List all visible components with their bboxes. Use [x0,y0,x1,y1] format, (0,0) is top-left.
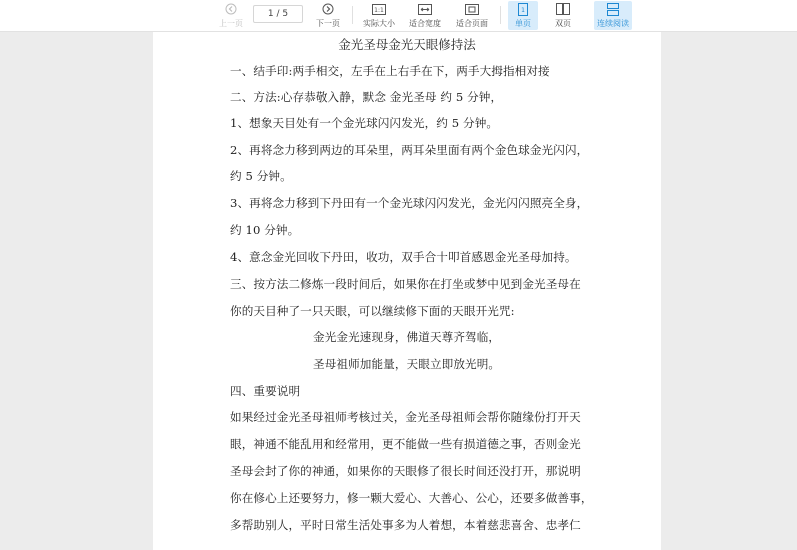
text-line: 一、结手印:两手相交，左手在上右手在下，两手大拇指相对接 [230,64,550,78]
svg-text:1:1: 1:1 [374,6,384,14]
actual-size-label: 实际大小 [363,19,395,28]
next-page-button[interactable] [314,1,342,30]
document-page [153,32,661,550]
text-line: 如果经过金光圣母祖师考核过关，金光圣母祖师会帮你随缘份打开天 [230,410,581,424]
continuous-reading-icon [607,2,619,16]
text-line: 1、想象天目处有一个金光球闪闪发光，约 5 分钟。 [230,116,499,130]
actual-size-button[interactable] [361,1,397,30]
fit-page-button[interactable] [453,1,491,30]
fit-width-label: 适合宽度 [409,19,441,28]
text-line: 三、按方法二修炼一段时间后，如果你在打坐或梦中见到金光圣母在 [230,277,581,291]
continuous-reading-label: 连续阅读 [597,19,629,28]
text-line: 2、再将念力移到两边的耳朵里，两耳朵里面有两个金色球金光闪闪， [230,143,589,157]
text-line: 4、意念金光回收下丹田，收功，双手合十叩首感恩金光圣母加持。 [230,250,577,264]
toolbar-divider [500,6,501,24]
text-line: 约 10 分钟。 [230,223,300,237]
continuous-reading-button[interactable] [594,1,632,30]
actual-size-icon [372,2,386,16]
section-heading: 四、重要说明 [230,384,301,398]
single-page-label: 单页 [515,19,531,28]
double-page-button[interactable] [549,1,577,30]
mantra-line: 圣母祖师加能量，天眼立即放光明。 [313,357,501,371]
double-page-icon [556,2,570,16]
toolbar-divider [352,6,353,24]
double-page-label: 双页 [555,19,571,28]
chevron-left-icon [225,2,237,16]
next-page-label: 下一页 [316,19,340,28]
text-line: 圣母会封了你的神通，如果你的天眼修了很长时间还没打开，那说明 [230,464,581,478]
fit-width-button[interactable] [406,1,444,30]
prev-page-label: 上一页 [219,19,243,28]
fit-width-icon [418,2,432,16]
fit-page-icon [465,2,479,16]
prev-page-button[interactable] [218,1,244,30]
single-page-icon [518,2,528,16]
single-page-button[interactable] [508,1,538,30]
mantra-line: 金光金光速现身，佛道天尊齐驾临， [313,330,501,344]
text-line: 3、再将念力移到下丹田有一个金光球闪闪发光，金光闪闪照亮全身， [230,196,589,210]
text-line: 约 5 分钟。 [230,169,292,183]
page-number-input[interactable]: 1 / 5 [253,5,303,23]
chevron-right-icon [322,2,334,16]
document-title: 金光圣母金光天眼修持法 [338,37,476,52]
text-line: 眼，神通不能乱用和经常用，更不能做一些有损道德之事，否则金光 [230,437,581,451]
text-line: 你在修心上还要努力，修一颗大爱心、大善心、公心，还要多做善事， [230,491,593,505]
text-line: 你的天目种了一只天眼，可以继续修下面的天眼开光咒: [230,304,515,318]
text-line: 二、方法:心存恭敬入静，默念 金光圣母 约 5 分钟， [230,90,503,104]
text-line: 多帮助别人，平时日常生活处事多为人着想，本着慈悲喜舍、忠孝仁 [230,518,581,532]
svg-text:1: 1 [521,6,525,14]
viewer-toolbar [0,0,797,32]
fit-page-label: 适合页面 [456,19,488,28]
